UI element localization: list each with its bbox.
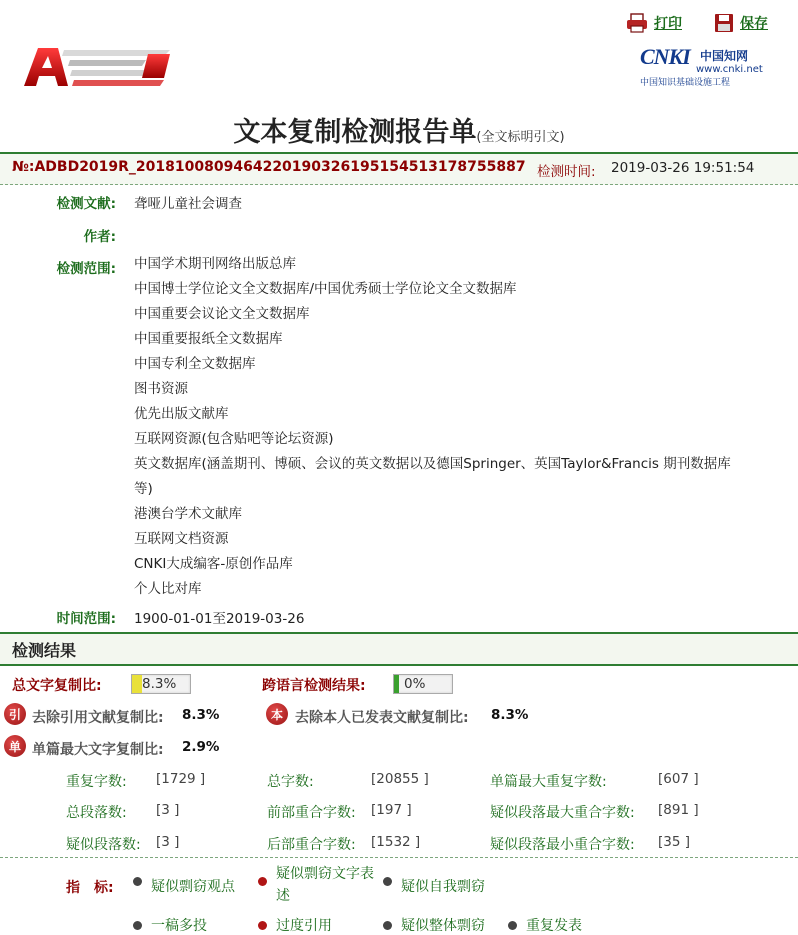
- print-label[interactable]: 打印: [654, 16, 682, 32]
- total-copy-ratio-value: 8.3%: [142, 676, 177, 692]
- scope-label: 检测范围:: [56, 261, 116, 277]
- amac-logo: [24, 48, 170, 86]
- scope-item: 中国学术期刊网络出版总库: [134, 256, 296, 272]
- printer-icon: [626, 13, 648, 33]
- total-paragraphs-value: [3 ]: [156, 802, 180, 818]
- print-button[interactable]: [626, 13, 682, 33]
- scope-list: [134, 252, 794, 602]
- exclude-self-value: 8.3%: [491, 707, 529, 723]
- scope-item: 互联网文档资源: [134, 531, 229, 547]
- repeat-chars-value: [1729 ]: [156, 771, 206, 787]
- front-overlap-value: [197 ]: [371, 802, 412, 818]
- exclude-citation-value: 8.3%: [182, 707, 220, 723]
- rear-overlap-label: 后部重合字数:: [267, 837, 356, 853]
- save-label[interactable]: 保存: [740, 16, 768, 32]
- total-copy-ratio-bar: [131, 674, 191, 694]
- report-title-suffix: (全文标明引文): [476, 130, 565, 145]
- cross-language-value: 0%: [404, 676, 426, 692]
- report-title: [0, 110, 798, 149]
- floppy-disk-icon: [714, 13, 734, 33]
- scope-item: 等): [134, 481, 153, 497]
- scope-item: 优先出版文献库: [134, 406, 229, 422]
- report-title-main: 文本复制检测报告单: [233, 117, 477, 148]
- exclude-self-icon: 本: [266, 703, 288, 725]
- check-time-label: 检测时间:: [537, 164, 596, 180]
- document-label: 检测文献:: [56, 196, 116, 212]
- cross-language-bar: [393, 674, 453, 694]
- cnki-subtitle: 中国知识基础设施工程: [640, 78, 731, 88]
- legend-over-citation: 过度引用: [276, 918, 332, 934]
- scope-item: 个人比对库: [134, 581, 202, 597]
- legend-duplicate-submission: 一稿多投: [151, 918, 207, 934]
- scope-item: 中国博士学位论文全文数据库/中国优秀硕士学位论文全文数据库: [134, 281, 517, 297]
- legend-plagiarized-text: 疑似剽窃文字表述: [276, 866, 374, 904]
- report-number: №:ADBD2019R_2018100809464220190326195154513178755887: [12, 159, 526, 175]
- cnki-logo: [640, 44, 764, 88]
- legend-dot-over-citation: [258, 921, 267, 930]
- total-chars-value: [20855 ]: [371, 771, 429, 787]
- legend-dot-repeat-publication: [508, 921, 517, 930]
- scope-item: 英文数据库(涵盖期刊、博硕、会议的英文数据以及德国Springer、英国Taylor&Francis 期刊数据库: [134, 456, 731, 472]
- legend-self-plagiarism: 疑似自我剽窃: [401, 879, 485, 895]
- front-overlap-label: 前部重合字数:: [267, 805, 356, 821]
- results-title: 检测结果: [12, 641, 77, 660]
- rear-overlap-value: [1532 ]: [371, 834, 421, 850]
- total-chars-label: 总字数:: [267, 774, 314, 790]
- single-max-repeat-value: [607 ]: [658, 771, 699, 787]
- legend-whole-plagiarism: 疑似整体剽窃: [401, 918, 485, 934]
- cnki-url: www.cnki.net: [696, 64, 763, 75]
- scope-item: CNKI大成编客-原创作品库: [134, 556, 293, 572]
- document-value: 聋哑儿童社会调查: [134, 196, 242, 212]
- time-range-label: 时间范围:: [56, 611, 116, 627]
- max-overlap-label: 疑似段落最大重合字数:: [490, 805, 635, 821]
- legend-dot-self-plagiarism: [383, 877, 392, 886]
- scope-item: 图书资源: [134, 381, 188, 397]
- min-overlap-label: 疑似段落最小重合字数:: [490, 837, 635, 853]
- suspect-paragraphs-value: [3 ]: [156, 834, 180, 850]
- exclude-citation-icon: 引: [4, 703, 26, 725]
- exclude-self-label: 去除本人已发表文献复制比:: [295, 710, 469, 726]
- scope-item: 互联网资源(包含贴吧等论坛资源): [134, 431, 334, 447]
- exclude-citation-label: 去除引用文献复制比:: [32, 710, 164, 726]
- single-max-label: 单篇最大文字复制比:: [32, 742, 164, 758]
- author-label: 作者:: [83, 229, 116, 245]
- min-overlap-value: [35 ]: [658, 834, 691, 850]
- divider: [0, 857, 798, 858]
- total-paragraphs-label: 总段落数:: [66, 805, 127, 821]
- time-range-value: 1900-01-01至2019-03-26: [134, 611, 305, 627]
- scope-item: 港澳台学术文献库: [134, 506, 242, 522]
- legend-dot-whole-plagiarism: [383, 921, 392, 930]
- single-max-repeat-label: 单篇最大重复字数:: [490, 774, 607, 790]
- single-max-value: 2.9%: [182, 739, 220, 755]
- legend-label: 指 标:: [66, 880, 114, 896]
- scope-item: 中国专利全文数据库: [134, 356, 256, 372]
- max-overlap-value: [891 ]: [658, 802, 699, 818]
- cross-language-fill: [394, 675, 399, 693]
- cnki-chinese-name: 中国知网: [700, 49, 749, 63]
- repeat-chars-label: 重复字数:: [66, 774, 127, 790]
- total-copy-ratio-label: 总文字复制比:: [12, 678, 102, 694]
- legend-dot-duplicate-submission: [133, 921, 142, 930]
- legend-dot-plagiarized-idea: [133, 877, 142, 886]
- cross-language-label: 跨语言检测结果:: [262, 678, 366, 694]
- results-header: [0, 632, 798, 666]
- scope-item: 中国重要会议论文全文数据库: [134, 306, 310, 322]
- scope-item: 中国重要报纸全文数据库: [134, 331, 283, 347]
- legend-plagiarized-idea: 疑似剽窃观点: [151, 879, 235, 895]
- total-copy-ratio-fill: [132, 675, 142, 693]
- legend-dot-plagiarized-text: [258, 877, 267, 886]
- suspect-paragraphs-label: 疑似段落数:: [66, 837, 141, 853]
- check-time-value: 2019-03-26 19:51:54: [611, 160, 755, 176]
- legend-repeat-publication: 重复发表: [526, 918, 582, 934]
- single-max-icon: 单: [4, 735, 26, 757]
- save-button[interactable]: [714, 13, 768, 33]
- cnki-brand: CNKI: [640, 44, 690, 69]
